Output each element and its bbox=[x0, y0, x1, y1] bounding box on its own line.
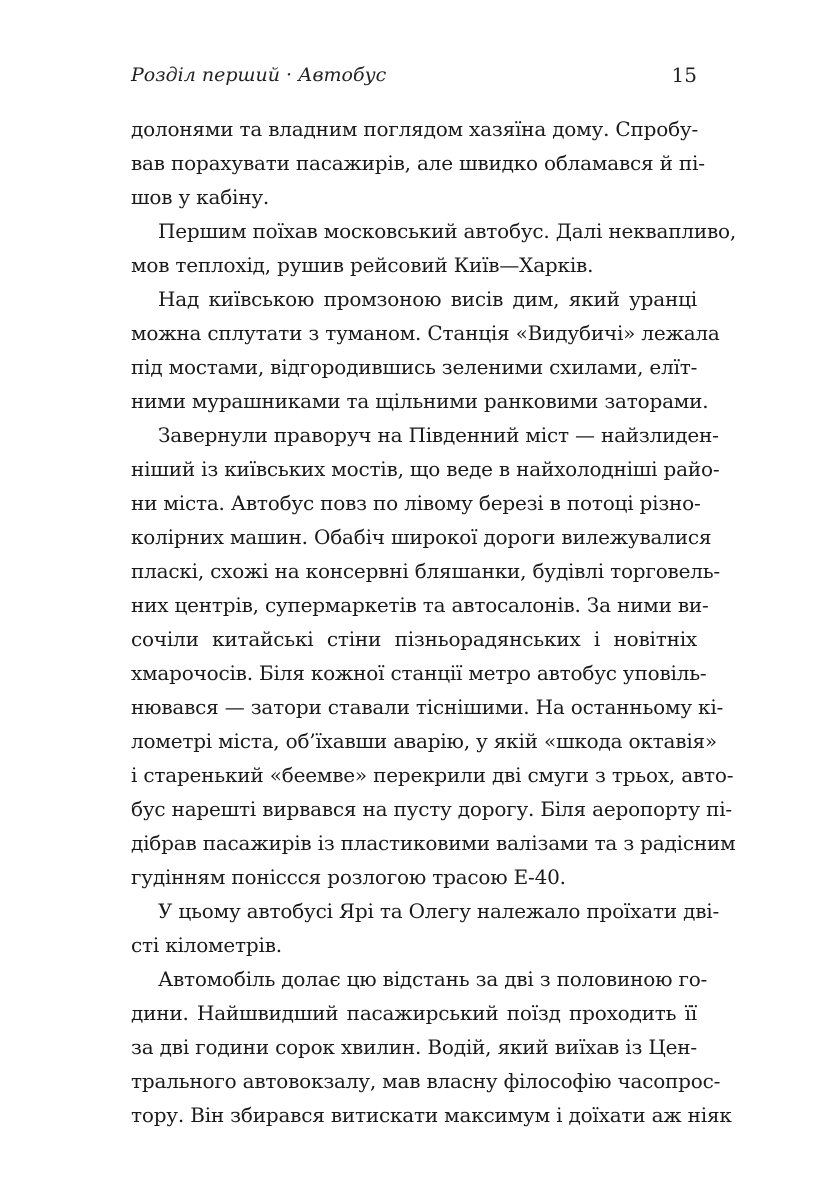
body-text bbox=[131, 112, 737, 1132]
page-number: 15 bbox=[671, 63, 697, 87]
text-line: лометрі міста, об’їхавши аварію, у якій «шкода октавія» bbox=[131, 729, 717, 753]
text-line: Завернули праворуч на Південний міст — найзлиден- bbox=[158, 423, 719, 447]
paragraph bbox=[131, 282, 720, 418]
text-line: ни міста. Автобус повз по лівому березі в потоці різно- bbox=[131, 491, 701, 515]
text-line: і старенький «беемве» перекрили дві смуги з трьох, авто- bbox=[131, 763, 734, 787]
text-line: колірних машин. Обабіч широкої дороги вилежувалися bbox=[131, 525, 712, 549]
text-line: дібрав пасажирів із пластиковими валізами та з радісним bbox=[131, 831, 736, 855]
text-line: Першим поїхав московський автобус. Далі неквапливо, bbox=[158, 219, 737, 243]
text-line: сті кілометрів. bbox=[131, 933, 282, 957]
paragraph bbox=[131, 112, 705, 214]
text-line: гудінням поніссся розлогою трасою Е-40. bbox=[131, 865, 566, 889]
running-head: Розділ перший · Автобус bbox=[131, 64, 387, 86]
text-line: хмарочосів. Біля кожної станції метро автобус уповіль- bbox=[131, 661, 707, 685]
text-line: під мостами, відгородившись зеленими схилами, елїт- bbox=[131, 355, 698, 379]
paragraph bbox=[131, 418, 736, 894]
text-line: бус нарешті вирвався на пусту дорогу. Біля аеропорту пі- bbox=[131, 797, 732, 821]
text-line: тору. Він збирався витискати максимум і доїхати аж ніяк bbox=[131, 1103, 732, 1127]
text-line: Над київською промзоною висів дим, який уранці bbox=[158, 287, 697, 311]
text-line: ними мурашниками та щільними ранковими заторами. bbox=[131, 389, 709, 413]
paragraph bbox=[131, 962, 732, 1132]
text-line: сочіли китайські стіни пізньорадянських і новітніх bbox=[131, 627, 697, 651]
text-line: долонями та владним поглядом хазяїна дому. Спробу- bbox=[131, 117, 699, 141]
text-line: вав порахувати пасажирів, але швидко обламався й пі- bbox=[131, 151, 705, 175]
text-line: дини. Найшвидший пасажирський поїзд проходить її bbox=[131, 1001, 697, 1025]
text-line: шов у кабіну. bbox=[131, 185, 270, 209]
paragraph bbox=[131, 214, 737, 282]
text-line: них центрів, супермаркетів та автосалонів. За ними ви- bbox=[131, 593, 709, 617]
text-line: Автомобіль долає цю відстань за дві з половиною го- bbox=[158, 967, 708, 991]
text-line: пласкі, схожі на консервні бляшанки, будівлі торговель- bbox=[131, 559, 720, 583]
text-line: нювався — затори ставали тіснішими. На останньому кі- bbox=[131, 695, 724, 719]
text-line: ніший із київських мостів, що веде в найхолодніші райо- bbox=[131, 457, 720, 481]
text-line: трального автовокзалу, мав власну філософію часопрос- bbox=[131, 1069, 721, 1093]
text-line: У цьому автобусі Ярі та Олегу належало проїхати дві- bbox=[158, 899, 720, 923]
text-line: за дві години сорок хвилин. Водій, який виїхав із Цен- bbox=[131, 1035, 697, 1059]
text-line: можна сплутати з туманом. Станція «Видубичі» лежала bbox=[131, 321, 720, 345]
paragraph bbox=[131, 894, 720, 962]
text-line: мов теплохід, рушив рейсовий Київ—Харків. bbox=[131, 253, 594, 277]
